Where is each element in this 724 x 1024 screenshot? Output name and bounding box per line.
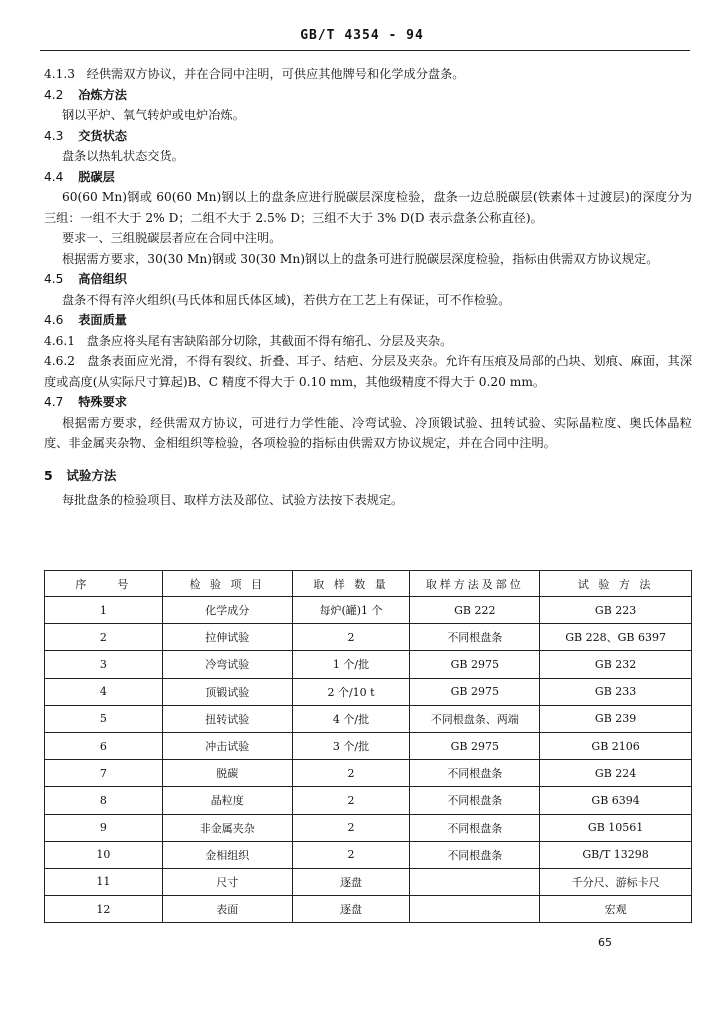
heading-4-6 — [44, 310, 692, 331]
heading-number: 4.3 — [44, 128, 64, 143]
test-item-cell: 尺寸 — [162, 868, 292, 895]
row-number-cell: 2 — [45, 624, 163, 651]
clause-text: 经供需双方协议，并在合同中注明，可供应其他牌号和化学成分盘条。 — [86, 67, 465, 81]
row-number-cell: 9 — [45, 814, 163, 841]
table-row — [45, 868, 692, 895]
column-header: 检 验 项 目 — [162, 571, 292, 597]
heading-title: 冶炼方法 — [78, 87, 127, 102]
test-method-cell: GB 6394 — [540, 787, 692, 814]
heading-title: 交货状态 — [78, 128, 127, 143]
row-number-cell: 3 — [45, 651, 163, 678]
table-row — [45, 787, 692, 814]
table-row — [45, 896, 692, 923]
table-row — [45, 841, 692, 868]
sample-quantity-cell: 逐盘 — [292, 868, 410, 895]
sample-quantity-cell: 3 个/批 — [292, 732, 410, 759]
test-method-cell: 千分尺、游标卡尺 — [540, 868, 692, 895]
sampling-method-cell: 不同根盘条 — [410, 841, 540, 868]
sample-quantity-cell: 每炉(罐)1 个 — [292, 597, 410, 624]
test-method-cell: GB 232 — [540, 651, 692, 678]
sampling-method-cell: 不同根盘条 — [410, 814, 540, 841]
sampling-method-cell: 不同根盘条 — [410, 787, 540, 814]
test-method-cell: GB/T 13298 — [540, 841, 692, 868]
test-item-cell: 化学成分 — [162, 597, 292, 624]
sampling-method-cell: GB 222 — [410, 597, 540, 624]
sample-quantity-cell: 2 — [292, 787, 410, 814]
test-item-cell: 脱碳 — [162, 760, 292, 787]
test-method-cell: 宏观 — [540, 896, 692, 923]
header-rule — [40, 50, 690, 51]
row-number-cell: 4 — [45, 678, 163, 705]
sample-quantity-cell: 2 — [292, 814, 410, 841]
table-row — [45, 651, 692, 678]
heading-title: 脱碳层 — [78, 169, 115, 184]
table-row — [45, 760, 692, 787]
row-number-cell: 7 — [45, 760, 163, 787]
clause-4-1-3 — [44, 64, 692, 85]
clause-4-4-paragraph-2: 要求一、三组脱碳层者应在合同中注明。 — [62, 231, 282, 245]
column-header: 试 验 方 法 — [540, 571, 692, 597]
table-header-row — [45, 571, 692, 597]
sampling-method-cell: 不同根盘条 — [410, 624, 540, 651]
clause-number: 4.6.2 — [44, 354, 76, 368]
heading-number: 4.2 — [44, 87, 64, 102]
heading-4-7 — [44, 392, 692, 413]
sample-quantity-cell: 4 个/批 — [292, 705, 410, 732]
clause-4-3-body: 盘条以热轧状态交货。 — [62, 149, 184, 163]
clause-number: 4.6.1 — [44, 333, 76, 348]
table-row — [45, 678, 692, 705]
test-method-cell: GB 223 — [540, 597, 692, 624]
heading-4-3 — [44, 126, 692, 147]
clause-4-4-paragraph-3: 根据需方要求，30(30 Mn)钢或 30(30 Mn)钢以上的盘条可进行脱碳层深度检验，指标由供需双方协议规定。 — [62, 251, 659, 266]
row-number-cell: 5 — [45, 705, 163, 732]
test-method-cell: GB 2106 — [540, 732, 692, 759]
page-header: GB/T 4354 - 94 — [300, 28, 424, 43]
heading-number: 4.7 — [44, 395, 64, 409]
row-number-cell: 12 — [45, 896, 163, 923]
heading-title: 特殊要求 — [78, 395, 127, 409]
heading-title: 试验方法 — [66, 467, 117, 483]
row-number-cell: 10 — [45, 841, 163, 868]
clause-text: 盘条表面应光滑，不得有裂纹、折叠、耳子、结疤、分层及夹杂。允许有压痕及局部的凸块、划痕、麻面，其深度或高度(从实际尺寸算起)B、C 精度不得大于 0.10 mm，其他级精度不得大于 0.20 mm。 — [44, 354, 693, 389]
sample-quantity-cell: 1 个/批 — [292, 651, 410, 678]
heading-4-4 — [44, 167, 692, 188]
test-item-cell: 顶锻试验 — [162, 678, 292, 705]
heading-title: 表面质量 — [78, 313, 127, 327]
heading-number: 5 — [44, 467, 53, 483]
heading-number: 4.5 — [44, 272, 64, 286]
sample-quantity-cell: 2 — [292, 760, 410, 787]
clause-number: 4.1.3 — [44, 67, 76, 81]
clause-4-7-body: 根据需方要求，经供需双方协议，可进行力学性能、冷弯试验、冷顶锻试验、扭转试验、实际晶粒度、奥氏体晶粒度、非金属夹杂物、金相组织等检验，各项检验的指标由供需双方协议规定，并在合同中注明。 — [44, 415, 692, 450]
test-item-cell: 冲击试验 — [162, 732, 292, 759]
clause-4-6-1 — [44, 331, 692, 352]
row-number-cell: 6 — [45, 732, 163, 759]
test-item-cell: 冷弯试验 — [162, 651, 292, 678]
test-item-cell: 拉伸试验 — [162, 624, 292, 651]
row-number-cell: 8 — [45, 787, 163, 814]
sample-quantity-cell: 2 个/10 t — [292, 678, 410, 705]
sample-quantity-cell: 2 — [292, 841, 410, 868]
test-method-cell: GB 233 — [540, 678, 692, 705]
sample-quantity-cell: 逐盘 — [292, 896, 410, 923]
section-5-intro: 每批盘条的检验项目、取样方法及部位、试验方法按下表规定。 — [62, 493, 404, 507]
table-row — [45, 624, 692, 651]
test-item-cell: 金相组织 — [162, 841, 292, 868]
table-row — [45, 732, 692, 759]
clause-4-2-body: 钢以平炉、氧气转炉或电炉冶炼。 — [62, 108, 245, 122]
sampling-method-cell — [410, 896, 540, 923]
sampling-method-cell: GB 2975 — [410, 732, 540, 759]
table-row — [45, 814, 692, 841]
heading-number: 4.6 — [44, 313, 64, 327]
clause-4-5-body: 盘条不得有淬火组织(马氏体和屈氏体区域)，若供方在工艺上有保证，可不作检验。 — [62, 292, 511, 307]
test-method-cell: GB 10561 — [540, 814, 692, 841]
table-row — [45, 597, 692, 624]
heading-section-5 — [44, 466, 692, 487]
column-header: 取样方法及部位 — [410, 571, 540, 597]
heading-4-5 — [44, 269, 692, 290]
row-number-cell: 11 — [45, 868, 163, 895]
heading-4-2 — [44, 85, 692, 106]
sampling-method-cell: GB 2975 — [410, 651, 540, 678]
clause-text: 盘条应将头尾有害缺陷部分切除，其截面不得有缩孔、分层及夹杂。 — [86, 333, 453, 348]
table-row — [45, 705, 692, 732]
heading-title: 高倍组织 — [78, 272, 127, 286]
sampling-method-cell: 不同根盘条、两端 — [410, 705, 540, 732]
table-body — [45, 597, 692, 923]
test-method-cell: GB 224 — [540, 760, 692, 787]
document-body — [44, 64, 692, 511]
row-number-cell: 1 — [45, 597, 163, 624]
column-header: 序 号 — [45, 571, 163, 597]
test-method-cell: GB 228、GB 6397 — [540, 624, 692, 651]
sampling-method-cell: GB 2975 — [410, 678, 540, 705]
test-method-cell: GB 239 — [540, 705, 692, 732]
test-item-cell: 晶粒度 — [162, 787, 292, 814]
sampling-method-cell: 不同根盘条 — [410, 760, 540, 787]
test-item-cell: 表面 — [162, 896, 292, 923]
sampling-method-cell — [410, 868, 540, 895]
page-number: 65 — [598, 936, 612, 949]
test-methods-table — [44, 570, 692, 923]
sample-quantity-cell: 2 — [292, 624, 410, 651]
test-item-cell: 非金属夹杂 — [162, 814, 292, 841]
heading-number: 4.4 — [44, 169, 64, 184]
test-item-cell: 扭转试验 — [162, 705, 292, 732]
column-header: 取 样 数 量 — [292, 571, 410, 597]
clause-4-4-paragraph-1: 60(60 Mn)钢或 60(60 Mn)钢以上的盘条应进行脱碳层深度检验，盘条一边总脱碳层(铁素体＋过渡层)的深度分为三组：一组不大于 2% D；二组不大于 2.5% D；三组不大于 3% D(D 表示盘条公称直径)。 — [44, 190, 692, 225]
clause-4-6-2 — [44, 351, 692, 392]
